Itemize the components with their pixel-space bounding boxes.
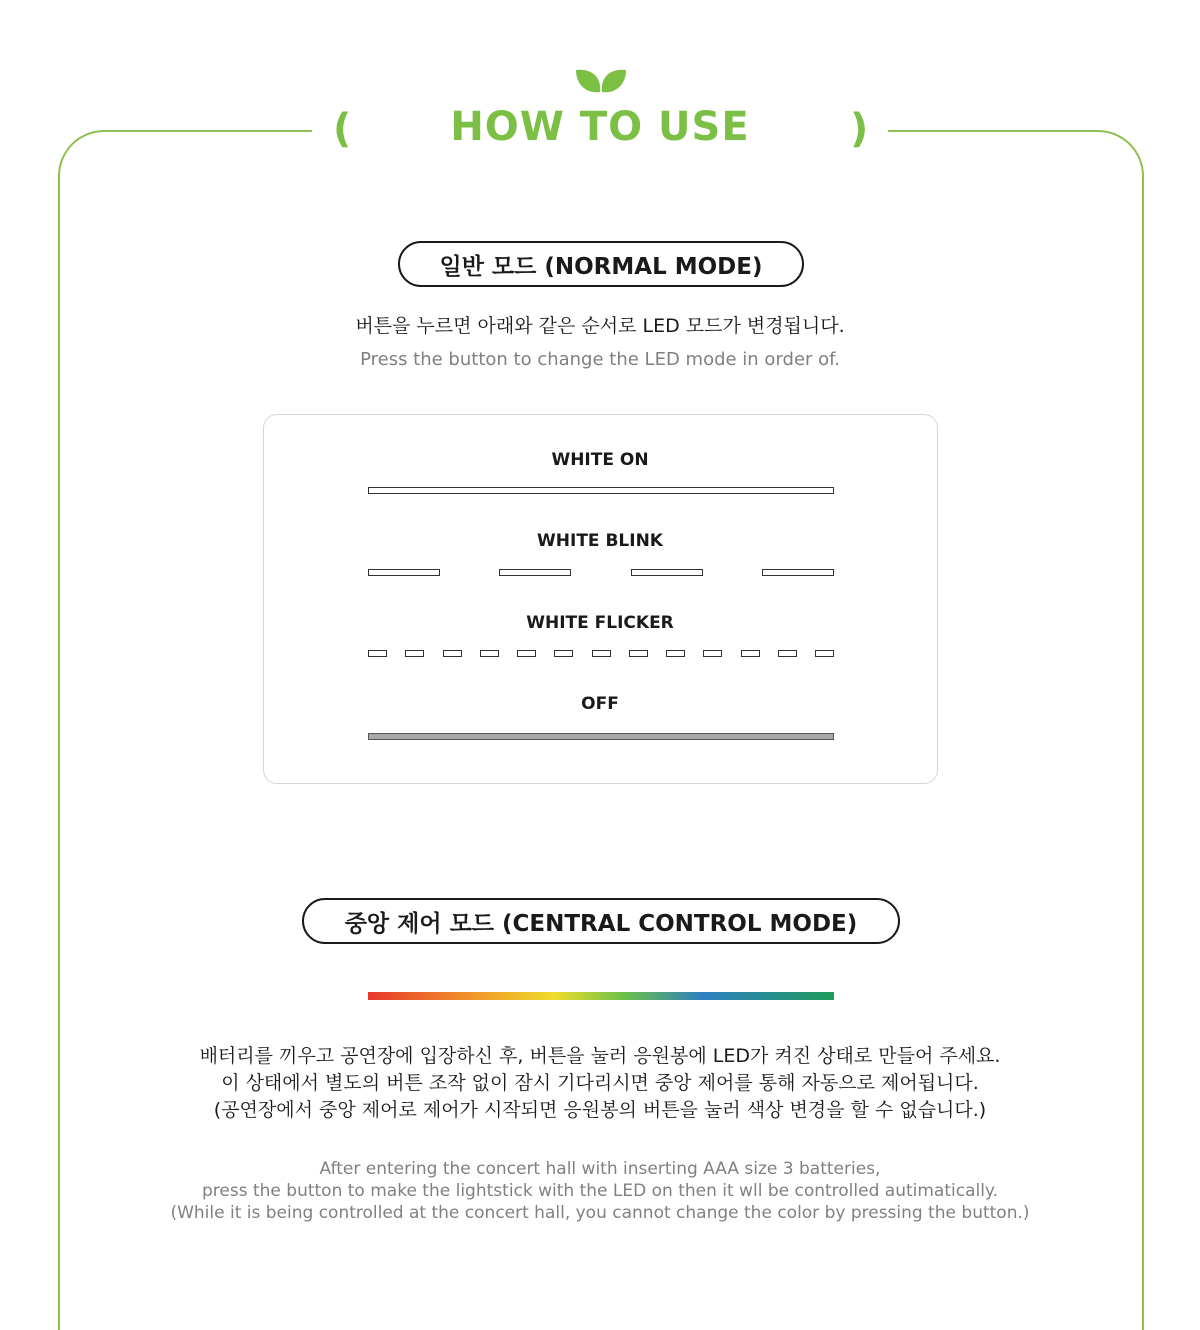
- white-flicker-segment: [592, 650, 611, 657]
- rainbow-color-bar: [368, 992, 834, 1000]
- central-mode-heading: 중앙 제어 모드 (CENTRAL CONTROL MODE): [302, 898, 900, 944]
- white-flicker-segment: [405, 650, 424, 657]
- off-bar: [368, 733, 834, 740]
- mode-label-white-blink: WHITE BLINK: [537, 531, 663, 551]
- white-flicker-segment: [368, 650, 387, 657]
- white-on-bar: [368, 487, 834, 494]
- central-desc-en-line: (While it is being controlled at the concert hall, you cannot change the color by pressing the button.): [170, 1203, 1030, 1223]
- title-paren-right: ): [850, 106, 869, 152]
- white-blink-segment: [762, 569, 834, 576]
- central-desc-en-line: press the button to make the lightstick with the LED on then it wll be controlled autimatically.: [202, 1181, 998, 1201]
- normal-mode-desc-en: Press the button to change the LED mode in order of.: [360, 349, 840, 370]
- white-flicker-segment: [703, 650, 722, 657]
- leaf-icon: [574, 64, 628, 94]
- mode-label-off: OFF: [581, 694, 619, 714]
- white-flicker-segment: [741, 650, 760, 657]
- white-flicker-segment: [554, 650, 573, 657]
- white-flicker-segment: [629, 650, 648, 657]
- normal-mode-heading: 일반 모드 (NORMAL MODE): [398, 241, 804, 287]
- central-mode-desc-en: [0, 1158, 1200, 1224]
- white-blink-segment: [631, 569, 703, 576]
- white-flicker-segment: [443, 650, 462, 657]
- mode-label-white-on: WHITE ON: [551, 450, 649, 470]
- white-flicker-segment: [815, 650, 834, 657]
- white-flicker-segment: [480, 650, 499, 657]
- mode-label-white-flicker: WHITE FLICKER: [526, 613, 674, 633]
- white-flicker-segment: [778, 650, 797, 657]
- central-desc-kr-line: (공연장에서 중앙 제어로 제어가 시작되면 응원봉의 버튼을 눌러 색상 변경을 할 수 없습니다.): [213, 1099, 987, 1121]
- white-flicker-segment: [517, 650, 536, 657]
- central-desc-kr-line: 배터리를 끼우고 공연장에 입장하신 후, 버튼을 눌러 응원봉에 LED가 켜진 상태로 만들어 주세요.: [199, 1045, 1001, 1067]
- central-mode-desc-kr: [0, 1043, 1200, 1124]
- title-paren-left: (: [333, 106, 352, 152]
- white-blink-segment: [499, 569, 571, 576]
- central-desc-en-line: After entering the concert hall with inserting AAA size 3 batteries,: [319, 1159, 881, 1179]
- page-title: HOW TO USE: [450, 104, 750, 150]
- normal-mode-desc-kr: 버튼을 누르면 아래와 같은 순서로 LED 모드가 변경됩니다.: [355, 315, 845, 337]
- white-blink-segment: [368, 569, 440, 576]
- central-desc-kr-line: 이 상태에서 별도의 버튼 조작 없이 잠시 기다리시면 중앙 제어를 통해 자동으로 제어됩니다.: [221, 1072, 979, 1094]
- white-flicker-segment: [666, 650, 685, 657]
